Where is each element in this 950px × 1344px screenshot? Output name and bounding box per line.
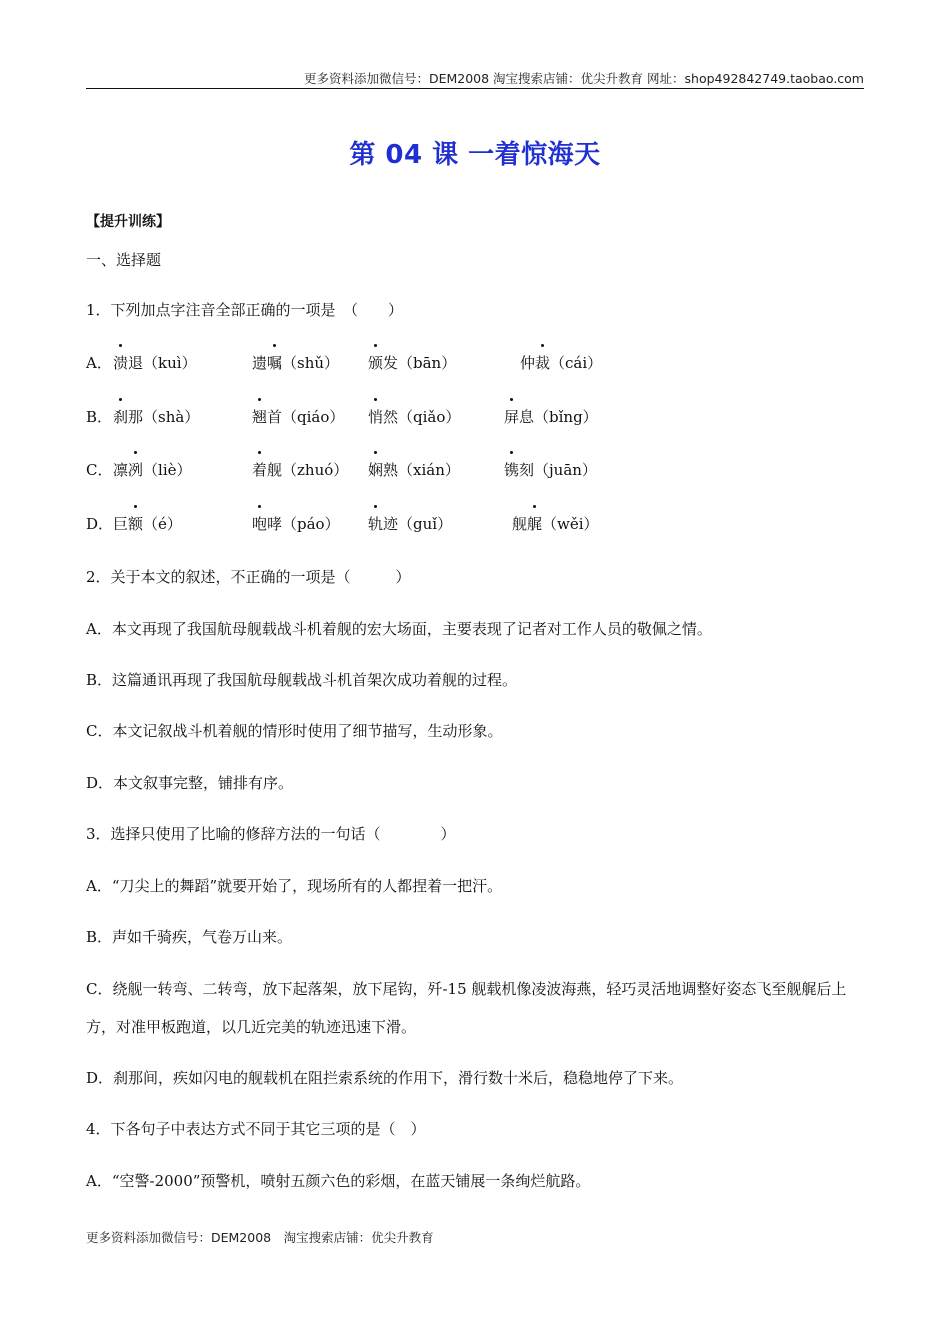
- pinyin-item: [113, 352, 197, 373]
- pinyin-item-text: （é）: [143, 515, 182, 533]
- pinyin-item: [113, 406, 199, 427]
- pinyin-item-text: （shǔ）: [282, 354, 340, 372]
- pinyin-item: [520, 352, 602, 373]
- dotted-character: 翘: [252, 408, 268, 426]
- question-2-option-b: B．这篇通讯再现了我国航母舰载战斗机首架次成功着舰的过程。: [86, 671, 518, 689]
- dotted-character: 娴: [368, 461, 384, 479]
- question-3-option-a: A．“刀尖上的舞蹈”就要开始了，现场所有的人都捏着一把汗。: [86, 877, 503, 895]
- pinyin-item-text: 熟（xián）: [383, 461, 460, 479]
- dotted-character: 屏: [504, 408, 520, 426]
- pinyin-item: [512, 513, 599, 534]
- pinyin-item-text: 然（qiǎo）: [383, 408, 461, 426]
- question-1-stem: 1．下列加点字注音全部正确的一项是 （ ）: [86, 301, 404, 319]
- dotted-character: 冽: [128, 461, 144, 479]
- option-letter: C．: [86, 461, 113, 479]
- section-type: 一、选择题: [86, 251, 162, 269]
- pinyin-item-text: 巨: [113, 515, 129, 533]
- question-4-option-a: A．“空警-2000”预警机，喷射五颜六色的彩烟，在蓝天铺展一条绚烂航路。: [86, 1172, 591, 1190]
- pinyin-item: [368, 459, 460, 480]
- dotted-character: 着: [252, 461, 268, 479]
- pinyin-item-text: 哮（páo）: [267, 515, 340, 533]
- pinyin-item-text: 息（bǐng）: [519, 408, 598, 426]
- pinyin-item: [368, 406, 460, 427]
- dotted-character: 咆: [252, 515, 268, 533]
- question-2-stem: 2．关于本文的叙述，不正确的一项是（ ）: [86, 568, 411, 586]
- pinyin-item: [368, 352, 456, 373]
- pinyin-item: [504, 459, 597, 480]
- pinyin-item: [368, 513, 452, 534]
- question-2-option-a: A．本文再现了我国航母舰载战斗机着舰的宏大场面，主要表现了记者对工作人员的敬佩之情。: [86, 620, 712, 638]
- question-3-option-b: B．声如千骑疾，气卷万山来。: [86, 928, 293, 946]
- pinyin-item: [504, 406, 598, 427]
- pinyin-item: [252, 513, 340, 534]
- pinyin-item-text: 遗: [252, 354, 268, 372]
- dotted-character: 悄: [368, 408, 384, 426]
- dotted-character: 颁: [368, 354, 384, 372]
- dotted-character: 裁: [535, 354, 551, 372]
- pinyin-item-text: 退（kuì）: [128, 354, 197, 372]
- dotted-character: 镌: [504, 461, 520, 479]
- question-3-option-c: C．绕舰一转弯、二转弯，放下起落架，放下尾钩，歼-15 舰载机像凌波海燕，轻巧灵活地调整好姿态飞至舰艉后上方，对准甲板跑道，以几近完美的轨迹迅速下滑。: [86, 980, 847, 1036]
- question-4-stem: 4．下各句子中表达方式不同于其它三项的是（ ）: [86, 1120, 426, 1138]
- pinyin-item-text: 发（bān）: [383, 354, 457, 372]
- lesson-title: 第 04 课 一着惊海天: [349, 140, 601, 170]
- pinyin-item-text: 迹（guǐ）: [383, 515, 453, 533]
- pinyin-item-text: （cái）: [550, 354, 603, 372]
- pinyin-item: [113, 513, 182, 534]
- dotted-character: 轨: [368, 515, 384, 533]
- pinyin-item-text: 那（shà）: [128, 408, 200, 426]
- page-footer: 更多资料添加微信号：DEM2008 淘宝搜索店铺：优尖升教育: [86, 1230, 434, 1245]
- option-letter: B．: [86, 408, 113, 426]
- pinyin-item-text: （liè）: [143, 461, 192, 479]
- pinyin-item: [252, 459, 348, 480]
- dotted-character: 刹: [113, 408, 129, 426]
- pinyin-item-text: 仲: [520, 354, 536, 372]
- question-3-option-d: D．刹那间，疾如闪电的舰载机在阻拦索系统的作用下，滑行数十米后，稳稳地停了下来。: [86, 1069, 684, 1087]
- pinyin-item: [252, 406, 344, 427]
- pinyin-item-text: （wěi）: [542, 515, 599, 533]
- dotted-character: 嘱: [267, 354, 283, 372]
- question-2-option-d: D．本文叙事完整，铺排有序。: [86, 774, 294, 792]
- question-2-option-c: C．本文记叙战斗机着舰的情形时使用了细节描写，生动形象。: [86, 722, 503, 740]
- header-divider: [86, 88, 864, 89]
- option-letter: D．: [86, 515, 114, 533]
- pinyin-item: [113, 459, 192, 480]
- dotted-character: 艉: [527, 515, 543, 533]
- dotted-character: 溃: [113, 354, 129, 372]
- dotted-character: 额: [128, 515, 144, 533]
- option-letter: A．: [86, 354, 112, 372]
- pinyin-item: [252, 352, 339, 373]
- section-tag: 【提升训练】: [86, 214, 170, 230]
- pinyin-item-text: 舰: [512, 515, 528, 533]
- question-3-stem: 3．选择只使用了比喻的修辞方法的一句话（ ）: [86, 825, 456, 843]
- pinyin-item-text: 舰（zhuó）: [267, 461, 349, 479]
- pinyin-item-text: 刻（juān）: [519, 461, 597, 479]
- pinyin-item-text: 凛: [113, 461, 129, 479]
- pinyin-item-text: 首（qiáo）: [267, 408, 345, 426]
- page-header: 更多资料添加微信号：DEM2008 淘宝搜索店铺：优尖升教育 网址：shop492842749.taobao.com: [303, 71, 864, 86]
